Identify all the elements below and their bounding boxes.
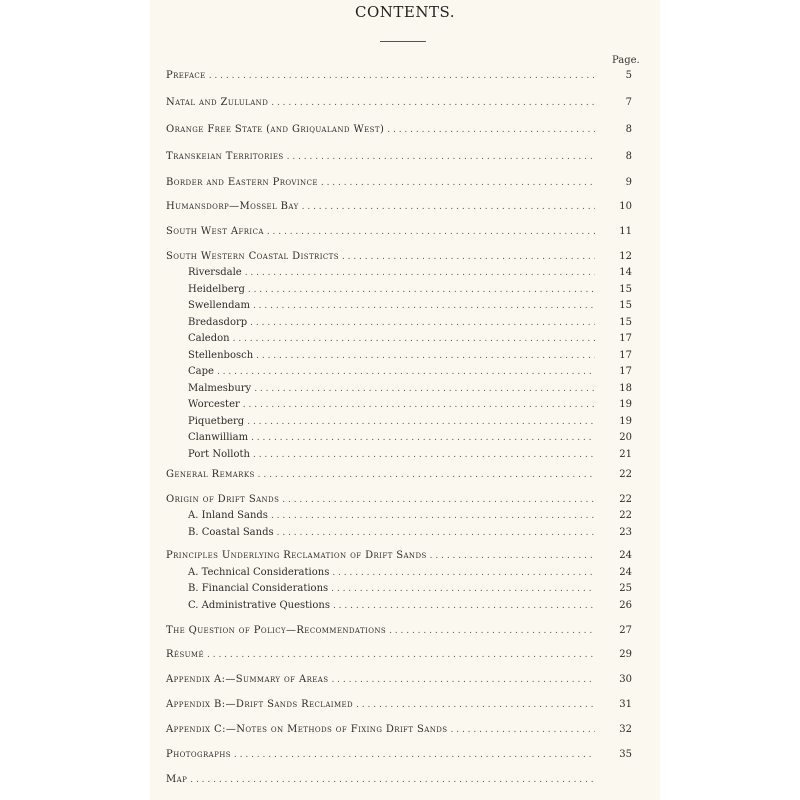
dot-leader	[332, 567, 595, 579]
dot-leader	[267, 226, 595, 238]
toc-entry	[166, 490, 632, 506]
toc-entry-title: Piquetberg	[188, 416, 245, 427]
toc-subentry	[188, 280, 632, 296]
toc-entry-page: 12	[619, 251, 632, 262]
dot-leader	[287, 151, 595, 163]
dot-leader	[234, 749, 595, 761]
toc-entry	[166, 770, 632, 786]
dot-leader	[253, 449, 595, 461]
toc-entry	[166, 670, 632, 686]
toc-subentry	[188, 579, 632, 595]
toc-entry	[166, 720, 632, 736]
toc-entry-page: 15	[619, 317, 632, 328]
toc-entry-page: 21	[619, 449, 632, 460]
dot-leader	[321, 177, 595, 189]
toc-subentry	[188, 412, 632, 428]
dot-leader	[233, 333, 595, 345]
toc-entry-title: Appendix B:—Drift Sands Reclaimed	[166, 699, 354, 710]
dot-leader	[190, 774, 595, 786]
toc-entry-page: 24	[619, 550, 632, 561]
toc-entry-page: 8	[625, 124, 632, 135]
toc-entry-title: Swellendam	[188, 300, 250, 311]
dot-leader	[248, 284, 595, 296]
toc-entry-title: B. Financial Considerations	[188, 583, 329, 594]
toc-subentry	[188, 379, 632, 395]
toc-entry-page: 30	[619, 674, 632, 685]
toc-entry	[166, 197, 632, 213]
dot-leader	[451, 724, 596, 736]
toc-entry-title: Photographs	[166, 749, 231, 760]
dot-leader	[331, 674, 595, 686]
page-heading: CONTENTS.	[355, 3, 455, 21]
toc-entry-title: Clanwilliam	[188, 432, 249, 443]
toc-subentry	[188, 563, 632, 579]
toc-entry-title: South West Africa	[166, 226, 264, 237]
toc-entry-page: 22	[619, 469, 632, 480]
toc-entry-page: 19	[619, 399, 632, 410]
toc-entry-page: 5	[625, 70, 632, 81]
toc-entry-page: 18	[619, 383, 632, 394]
toc-entry-page: 32	[619, 724, 632, 735]
toc-entry-page: 14	[619, 267, 632, 278]
toc-entry-page: 17	[619, 333, 632, 344]
toc-subentry	[188, 296, 632, 312]
dot-leader	[430, 550, 595, 562]
toc-entry	[166, 147, 632, 163]
toc-entry-page: 17	[619, 366, 632, 377]
toc-entry	[166, 93, 632, 109]
toc-entry	[166, 745, 632, 761]
toc-entry-title: Appendix A:—Summary of Areas	[166, 674, 329, 685]
toc-entry-page: 17	[619, 350, 632, 361]
toc-subentry	[188, 313, 632, 329]
dot-leader	[243, 399, 595, 411]
dot-leader	[209, 70, 595, 82]
dot-leader	[251, 432, 595, 444]
toc-entry-title: Appendix C:—Notes on Methods of Fixing Drift Sands	[166, 724, 448, 735]
toc-subentry	[188, 395, 632, 411]
toc-entry	[166, 621, 632, 637]
toc-entry-title: Humansdorp—Mossel Bay	[166, 201, 299, 212]
toc-entry-title: A. Technical Considerations	[188, 567, 330, 578]
dot-leader	[245, 267, 595, 279]
toc-entry-page: 19	[619, 416, 632, 427]
dot-leader	[258, 469, 595, 481]
dot-leader	[254, 383, 595, 395]
toc-entry-title: Heidelberg	[188, 284, 245, 295]
toc-entry-title: Natal and Zululand	[166, 97, 269, 108]
toc-entry-title: Résumé	[166, 649, 205, 660]
dot-leader	[207, 649, 595, 661]
dot-leader	[389, 625, 595, 637]
toc-entry-title: General Remarks	[166, 469, 255, 480]
toc-entry	[166, 222, 632, 238]
toc-entry-title: Riversdale	[188, 267, 242, 278]
toc-entry-page: 24	[619, 567, 632, 578]
toc-entry	[166, 465, 632, 481]
toc-entry-title: Border and Eastern Province	[166, 177, 318, 188]
dot-leader	[250, 317, 595, 329]
toc-subentry	[188, 428, 632, 444]
dot-leader	[302, 201, 595, 213]
dot-leader	[271, 510, 595, 522]
toc-entry-title: Cape	[188, 366, 214, 377]
page-column-label: Page.	[612, 55, 640, 66]
toc-entry-title: Bredasdorp	[188, 317, 248, 328]
toc-entry-title: C. Administrative Questions	[188, 600, 330, 611]
toc-entry-title: Caledon	[188, 333, 230, 344]
toc-entry-page: 29	[619, 649, 632, 660]
toc-entry-page: 26	[619, 600, 632, 611]
dot-leader	[247, 416, 595, 428]
toc-entry-page: 8	[625, 151, 632, 162]
dot-leader	[333, 600, 595, 612]
toc-entry-page: 11	[619, 226, 632, 237]
dot-leader	[331, 583, 595, 595]
toc-entry-page: 7	[625, 97, 632, 108]
toc-entry-title: The Question of Policy—Recommendations	[166, 625, 387, 636]
toc-entry-page: 15	[619, 284, 632, 295]
toc-subentry	[188, 523, 632, 539]
toc-subentry	[188, 329, 632, 345]
toc-entry-page: 10	[619, 201, 632, 212]
dot-leader	[277, 527, 595, 539]
toc-subentry	[188, 596, 632, 612]
toc-entry-title: A. Inland Sands	[188, 510, 268, 521]
toc-entry	[166, 695, 632, 711]
dot-leader	[282, 494, 595, 506]
toc-entry	[166, 645, 632, 661]
toc-entry-title: B. Coastal Sands	[188, 527, 274, 538]
toc-entry	[166, 66, 632, 82]
toc-entry-title: Origin of Drift Sands	[166, 494, 280, 505]
toc-entry	[166, 120, 632, 136]
toc-entry-page: 20	[619, 432, 632, 443]
dot-leader	[342, 251, 595, 263]
toc-entry-title: Malmesbury	[188, 383, 252, 394]
toc-entry-title: Worcester	[188, 399, 240, 410]
toc-entry-page: 27	[619, 625, 632, 636]
dot-leader	[356, 699, 595, 711]
toc-subentry	[188, 506, 632, 522]
toc-entry-page: 35	[619, 749, 632, 760]
toc-entry	[166, 546, 632, 562]
toc-entry	[166, 247, 632, 263]
toc-entry-title: South Western Coastal Districts	[166, 251, 339, 262]
toc-entry-title: Stellenbosch	[188, 350, 254, 361]
toc-entry-title: Orange Free State (and Griqualand West)	[166, 124, 385, 135]
toc-entry-page: 31	[619, 699, 632, 710]
toc-entry	[166, 173, 632, 189]
toc-entry-page: 9	[625, 177, 632, 188]
dot-leader	[271, 97, 595, 109]
heading-rule	[380, 41, 426, 42]
toc-entry-title: Port Nolloth	[188, 449, 250, 460]
toc-entry-title: Principles Underlying Reclamation of Drift Sands	[166, 550, 427, 561]
toc-entry-title: Map	[166, 774, 188, 785]
toc-entry-page: 22	[619, 494, 632, 505]
toc-subentry	[188, 263, 632, 279]
toc-entry-page: 15	[619, 300, 632, 311]
dot-leader	[387, 124, 595, 136]
toc-subentry	[188, 346, 632, 362]
toc-entry-title: Preface	[166, 70, 206, 81]
dot-leader	[256, 350, 595, 362]
toc-entry-page: 22	[619, 510, 632, 521]
toc-entry-page: 23	[619, 527, 632, 538]
dot-leader	[217, 366, 595, 378]
toc-entry-title: Transkeian Territories	[166, 151, 284, 162]
toc-subentry	[188, 362, 632, 378]
toc-entry-page: 25	[619, 583, 632, 594]
toc-subentry	[188, 445, 632, 461]
dot-leader	[253, 300, 595, 312]
